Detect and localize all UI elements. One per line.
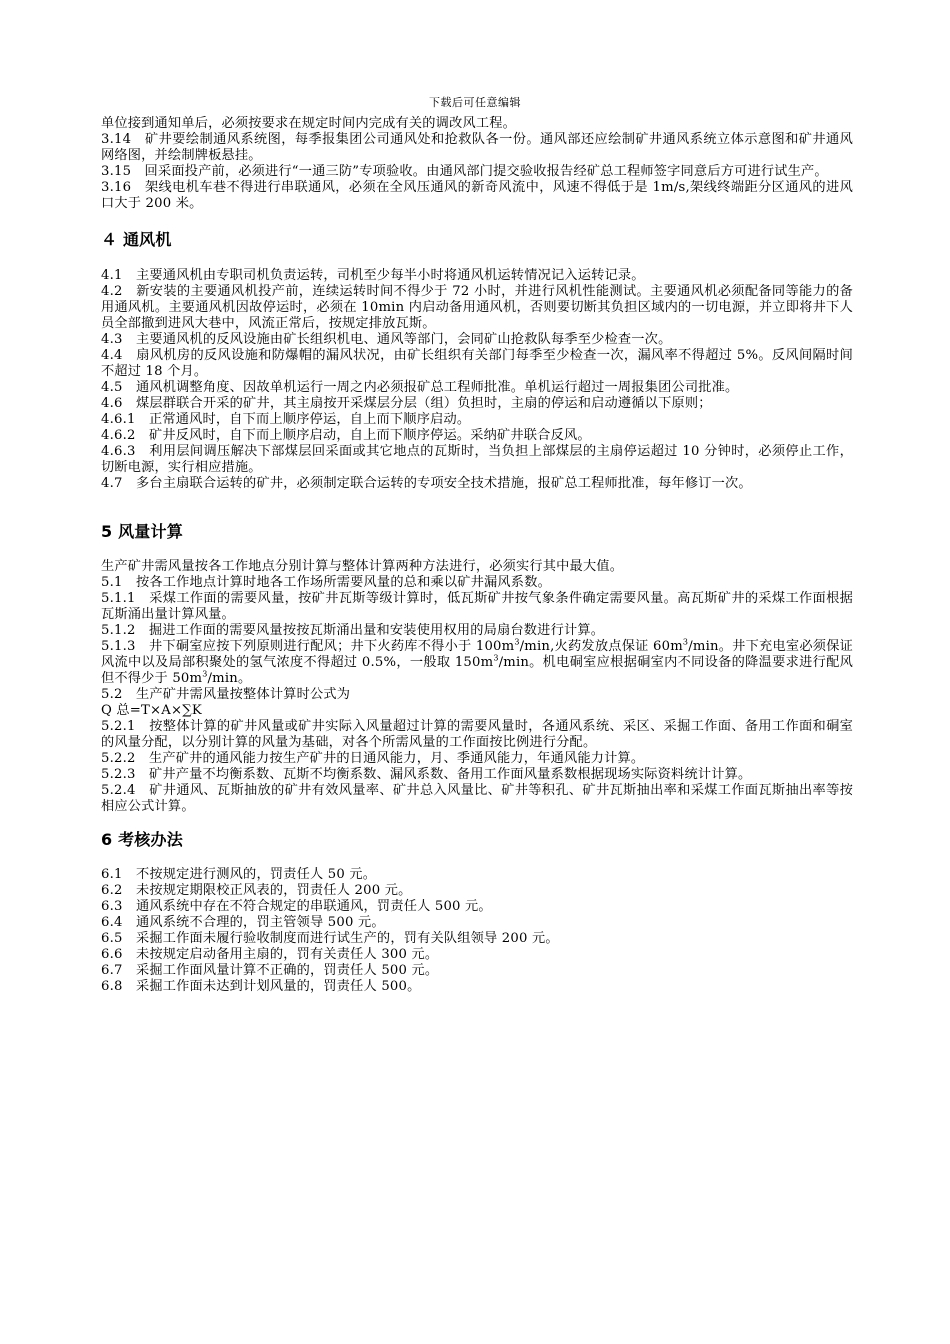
paragraph-4-6-1: 4.6.1 正常通风时，自下而上顺序停运，自上而下顺序启动。 <box>101 412 471 427</box>
paragraph-3-14: 3.14 矿井要绘制通风系统图，每季报集团公司通风处和抢救队各一份。通风部还应绘制矿井通风系统立体示意图和矿井通风网络图，并绘制牌板悬挂。 <box>101 132 853 163</box>
paragraph-6-4: 6.4 通风系统不合理的，罚主管领导 500 元。 <box>101 915 385 930</box>
superscript-3: 3 <box>202 669 208 679</box>
paragraph-6-6: 6.6 未按规定启动备用主扇的，罚有关责任人 300 元。 <box>101 947 439 962</box>
paragraph-4-6-3: 4.6.3 利用层间调压解决下部煤层回采面或其它地点的瓦斯时，当负担上部煤层的主扇停运超过 10 分钟时，必须停止工作，切断电源，实行相应措施。 <box>101 444 853 475</box>
superscript-3: 3 <box>682 637 689 647</box>
paragraph-5-2-4: 5.2.4 矿井通风、瓦斯抽放的矿井有效风量率、矿井总入风量比、矿井等积孔、矿井瓦斯抽出率和采煤工作面瓦斯抽出率等按相应公式计算。 <box>101 783 853 814</box>
paragraph-6-3: 6.3 通风系统中存在不符合规定的串联通风，罚责任人 500 元。 <box>101 899 492 914</box>
text-segment: /min。井下充电室必须保证风流中以及局部积聚处的氢气浓度不得超过 0.5%，一般取 150m <box>101 639 854 670</box>
paragraph-5-1: 5.1 按各工作地点计算时地各工作场所需要风量的总和乘以矿井漏风系数。 <box>101 575 551 590</box>
formula-line: Q 总=T×A×∑K <box>101 703 202 718</box>
paragraph-6-5: 6.5 采掘工作面未履行验收制度而进行试生产的，罚有关队组领导 200 元。 <box>101 931 559 946</box>
paragraph-4-1: 4.1 主要通风机由专职司机负责运转，司机至少每半小时将通风机运转情况记入运转记录。 <box>101 268 645 283</box>
paragraph-6-1: 6.1 不按规定进行测风的，罚责任人 50 元。 <box>101 867 377 882</box>
paragraph-5-2-3: 5.2.3 矿井产量不均衡系数、瓦斯不均衡系数、漏风系数、备用工作面风量系数根据现场实际资料统计计算。 <box>101 767 752 782</box>
paragraph-6-2: 6.2 未按规定期限校正风表的，罚责任人 200 元。 <box>101 883 412 898</box>
paragraph-5-2-1: 5.2.1 按整体计算的矿井风量或矿井实际入风量超过计算的需要风量时，各通风系统、采区、采掘工作面、备用工作面和硐室的风量分配，以分别计算的风量为基础，对各个所需风量的工作面按比例进行分配。 <box>101 719 853 750</box>
paragraph-4-5: 4.5 通风机调整角度、因故单机运行一周之内必须报矿总工程师批准。单机运行超过一周报集团公司批准。 <box>101 380 739 395</box>
document-body <box>101 116 853 995</box>
superscript-3: 3 <box>493 653 499 663</box>
text-segment: /min。 <box>207 671 252 686</box>
paragraph-5-1-1: 5.1.1 采煤工作面的需要风量，按矿井瓦斯等级计算时，低瓦斯矿井按气象条件确定需要风量。高瓦斯矿井的采煤工作面根据瓦斯涌出量计算风量。 <box>101 591 853 622</box>
paragraph-5-2-2: 5.2.2 生产矿井的通风能力按生产矿井的日通风能力，月、季通风能力，年通风能力计算。 <box>101 751 645 766</box>
text-segment: /min。机电硐室应根据硐室内不同设备的降温要求进行配风但不得少于 50m <box>101 655 853 686</box>
paragraph-unit-notice: 单位接到通知单后，必须按要求在规定时间内完成有关的调改风工程。 <box>101 116 517 131</box>
paragraph-4-6: 4.6 煤层群联合开采的矿井，其主扇按开采煤层分层（组）负担时，主扇的停运和启动遵循以下原则； <box>101 396 712 411</box>
paragraph-5-intro: 生产矿井需风量按各工作地点分别计算与整体计算两种方法进行，必须实行其中最大值。 <box>101 559 624 574</box>
section-heading-4: ４ 通风机 <box>101 230 172 249</box>
paragraph-4-7: 4.7 多台主扇联合运转的矿井，必须制定联合运转的专项安全技术措施，报矿总工程师批准，每年修订一次。 <box>101 476 752 491</box>
text-segment: /min,火药发放点保证 60m <box>519 639 683 654</box>
superscript-3: 3 <box>514 637 520 647</box>
paragraph-6-7: 6.7 采掘工作面风量计算不正确的，罚责任人 500 元。 <box>101 963 439 978</box>
paragraph-4-6-2: 4.6.2 矿井反风时，自下而上顺序启动，自上而下顺序停运。采纳矿井联合反风。 <box>101 428 591 443</box>
paragraph-4-2: 4.2 新安装的主要通风机投产前，连续运转时间不得少于 72 小时，并进行风机性能测试。主要通风机必须配备同等能力的备用通风机。主要通风机因故停运时，必须在 10min 内启动备用通风机，否则要切断其负担区域内的一切电源，并立即将井下人员全部撤到进风大巷中，风流正常后，按规定排放瓦斯。 <box>101 284 853 331</box>
paragraph-5-1-3 <box>101 639 853 687</box>
paragraph-3-16: 3.16 架线电机车巷不得进行串联通风，必须在全风压通风的新奇风流中，风速不得低于是 1m/s,架线终端距分区通风的进风口大于 200 米。 <box>101 180 853 211</box>
text-segment: 5.1.3 井下硐室应按下列原则进行配风；井下火药库不得小于 100m <box>101 639 515 654</box>
paragraph-3-15: 3.15 回采面投产前，必须进行“一通三防”专项验收。由通风部门提交验收报告经矿总工程师签字同意后方可进行试生产。 <box>101 164 828 179</box>
section-heading-6: 6 考核办法 <box>101 830 183 849</box>
section-heading-5: 5 风量计算 <box>101 522 183 541</box>
paragraph-6-8: 6.8 采掘工作面未达到计划风量的，罚责任人 500。 <box>101 979 421 994</box>
page-header: 下载后可任意编辑 <box>429 96 521 109</box>
paragraph-4-4: 4.4 扇风机房的反风设施和防爆帽的漏风状况，由矿长组织有关部门每季至少检查一次，漏风率不得超过 5%。反风间隔时间不超过 18 个月。 <box>101 348 853 379</box>
paragraph-4-3: 4.3 主要通风机的反风设施由矿长组织机电、通风等部门，会同矿山抢救队每季至少检查一次。 <box>101 332 672 347</box>
paragraph-5-1-2: 5.1.2 掘进工作面的需要风量按按瓦斯涌出量和安装使用权用的局扇台数进行计算。 <box>101 623 605 638</box>
paragraph-5-2: 5.2 生产矿井需风量按整体计算时公式为 <box>101 687 351 702</box>
